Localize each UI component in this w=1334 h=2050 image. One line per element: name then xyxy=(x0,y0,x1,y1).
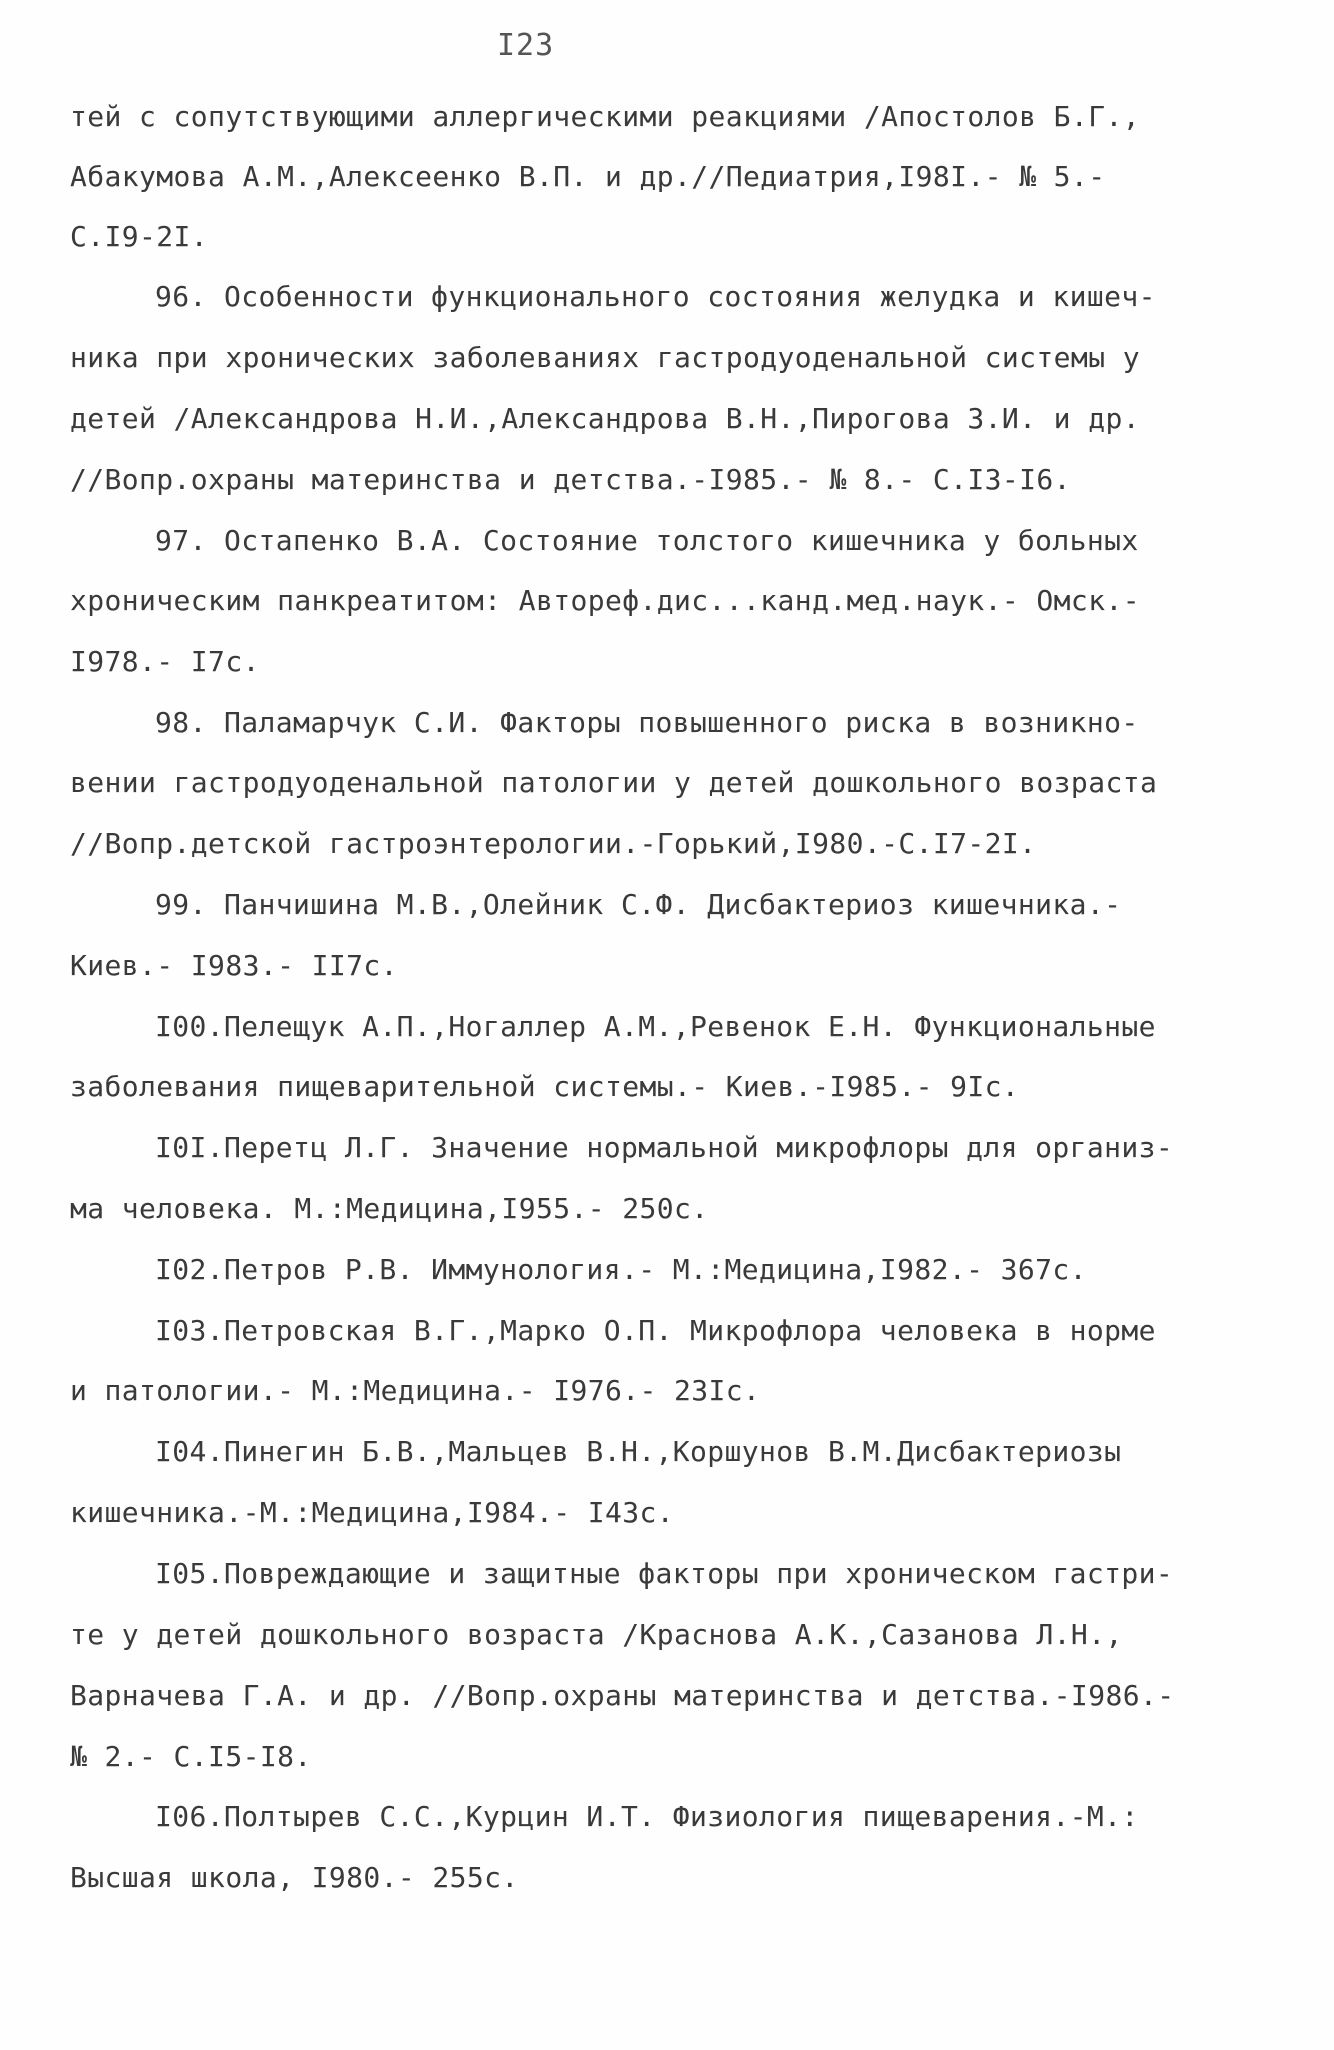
text-line: //Вопр.детской гастроэнтерологии.-Горький,I980.-С.I7-2I. xyxy=(70,827,1037,860)
text-line: Абакумова А.М.,Алексеенко В.П. и др.//Педиатрия,I98I.- № 5.- xyxy=(70,160,1106,193)
page-number: I23 xyxy=(497,28,555,63)
reference-entry-103: I03.Петровская В.Г.,Марко О.П. Микрофлора человека в норме xyxy=(155,1314,1156,1347)
text-line: № 2.- С.I5-I8. xyxy=(70,1740,312,1773)
text-line: те у детей дошкольного возраста /Краснова А.К.,Сазанова Л.Н., xyxy=(70,1618,1123,1651)
reference-entry-98: 98. Паламарчук С.И. Факторы повышенного риска в возникно- xyxy=(155,706,1139,739)
reference-entry-102: I02.Петров Р.В. Иммунология.- М.:Медицина,I982.- 367с. xyxy=(155,1253,1087,1286)
reference-entry-101: I0I.Перетц Л.Г. Значение нормальной микрофлоры для организ- xyxy=(155,1131,1174,1164)
reference-entry-97: 97. Остапенко В.А. Состояние толстого кишечника у больных xyxy=(155,524,1139,557)
text-line: ника при хронических заболеваниях гастродуоденальной системы у xyxy=(70,341,1140,374)
reference-entry-100: I00.Пелещук А.П.,Ногаллер А.М.,Ревенок Е.Н. Функциональные xyxy=(155,1010,1156,1043)
text-line: детей /Александрова Н.И.,Александрова В.Н.,Пирогова З.И. и др. xyxy=(70,402,1140,435)
text-line: вении гастродуоденальной патологии у детей дошкольного возраста xyxy=(70,766,1158,799)
text-line: //Вопр.охраны материнства и детства.-I985.- № 8.- С.I3-I6. xyxy=(70,463,1071,496)
text-line: и патологии.- М.:Медицина.- I976.- 23Iс. xyxy=(70,1374,761,1407)
text-line: С.I9-2I. xyxy=(70,220,209,253)
text-line: Варначева Г.А. и др. //Вопр.охраны материнства и детства.-I986.- xyxy=(70,1679,1175,1712)
text-line: I978.- I7с. xyxy=(70,645,260,678)
text-line: заболевания пищеварительной системы.- Киев.-I985.- 9Iс. xyxy=(70,1070,1020,1103)
reference-entry-104: I04.Пинегин Б.В.,Мальцев В.Н.,Коршунов В.М.Дисбактериозы xyxy=(155,1435,1122,1468)
text-line: Высшая школа, I980.- 255с. xyxy=(70,1861,519,1894)
text-line: ма человека. М.:Медицина,I955.- 250с. xyxy=(70,1192,709,1225)
text-line: хроническим панкреатитом: Автореф.дис...канд.мед.наук.- Омск.- xyxy=(70,584,1140,617)
reference-entry-106: I06.Полтырев С.С.,Курцин И.Т. Физиология пищеварения.-М.: xyxy=(155,1800,1139,1833)
reference-entry-105: I05.Повреждающие и защитные факторы при хроническом гастри- xyxy=(155,1557,1174,1590)
reference-entry-99: 99. Панчишина М.В.,Олейник С.Ф. Дисбактериоз кишечника.- xyxy=(155,888,1122,921)
text-line: Киев.- I983.- II7с. xyxy=(70,949,398,982)
text-line: тей с сопутствующими аллергическими реакциями /Апостолов Б.Г., xyxy=(70,100,1140,133)
text-line: кишечника.-М.:Медицина,I984.- I43с. xyxy=(70,1496,675,1529)
reference-entry-96: 96. Особенности функционального состояния желудка и кишеч- xyxy=(155,280,1156,313)
